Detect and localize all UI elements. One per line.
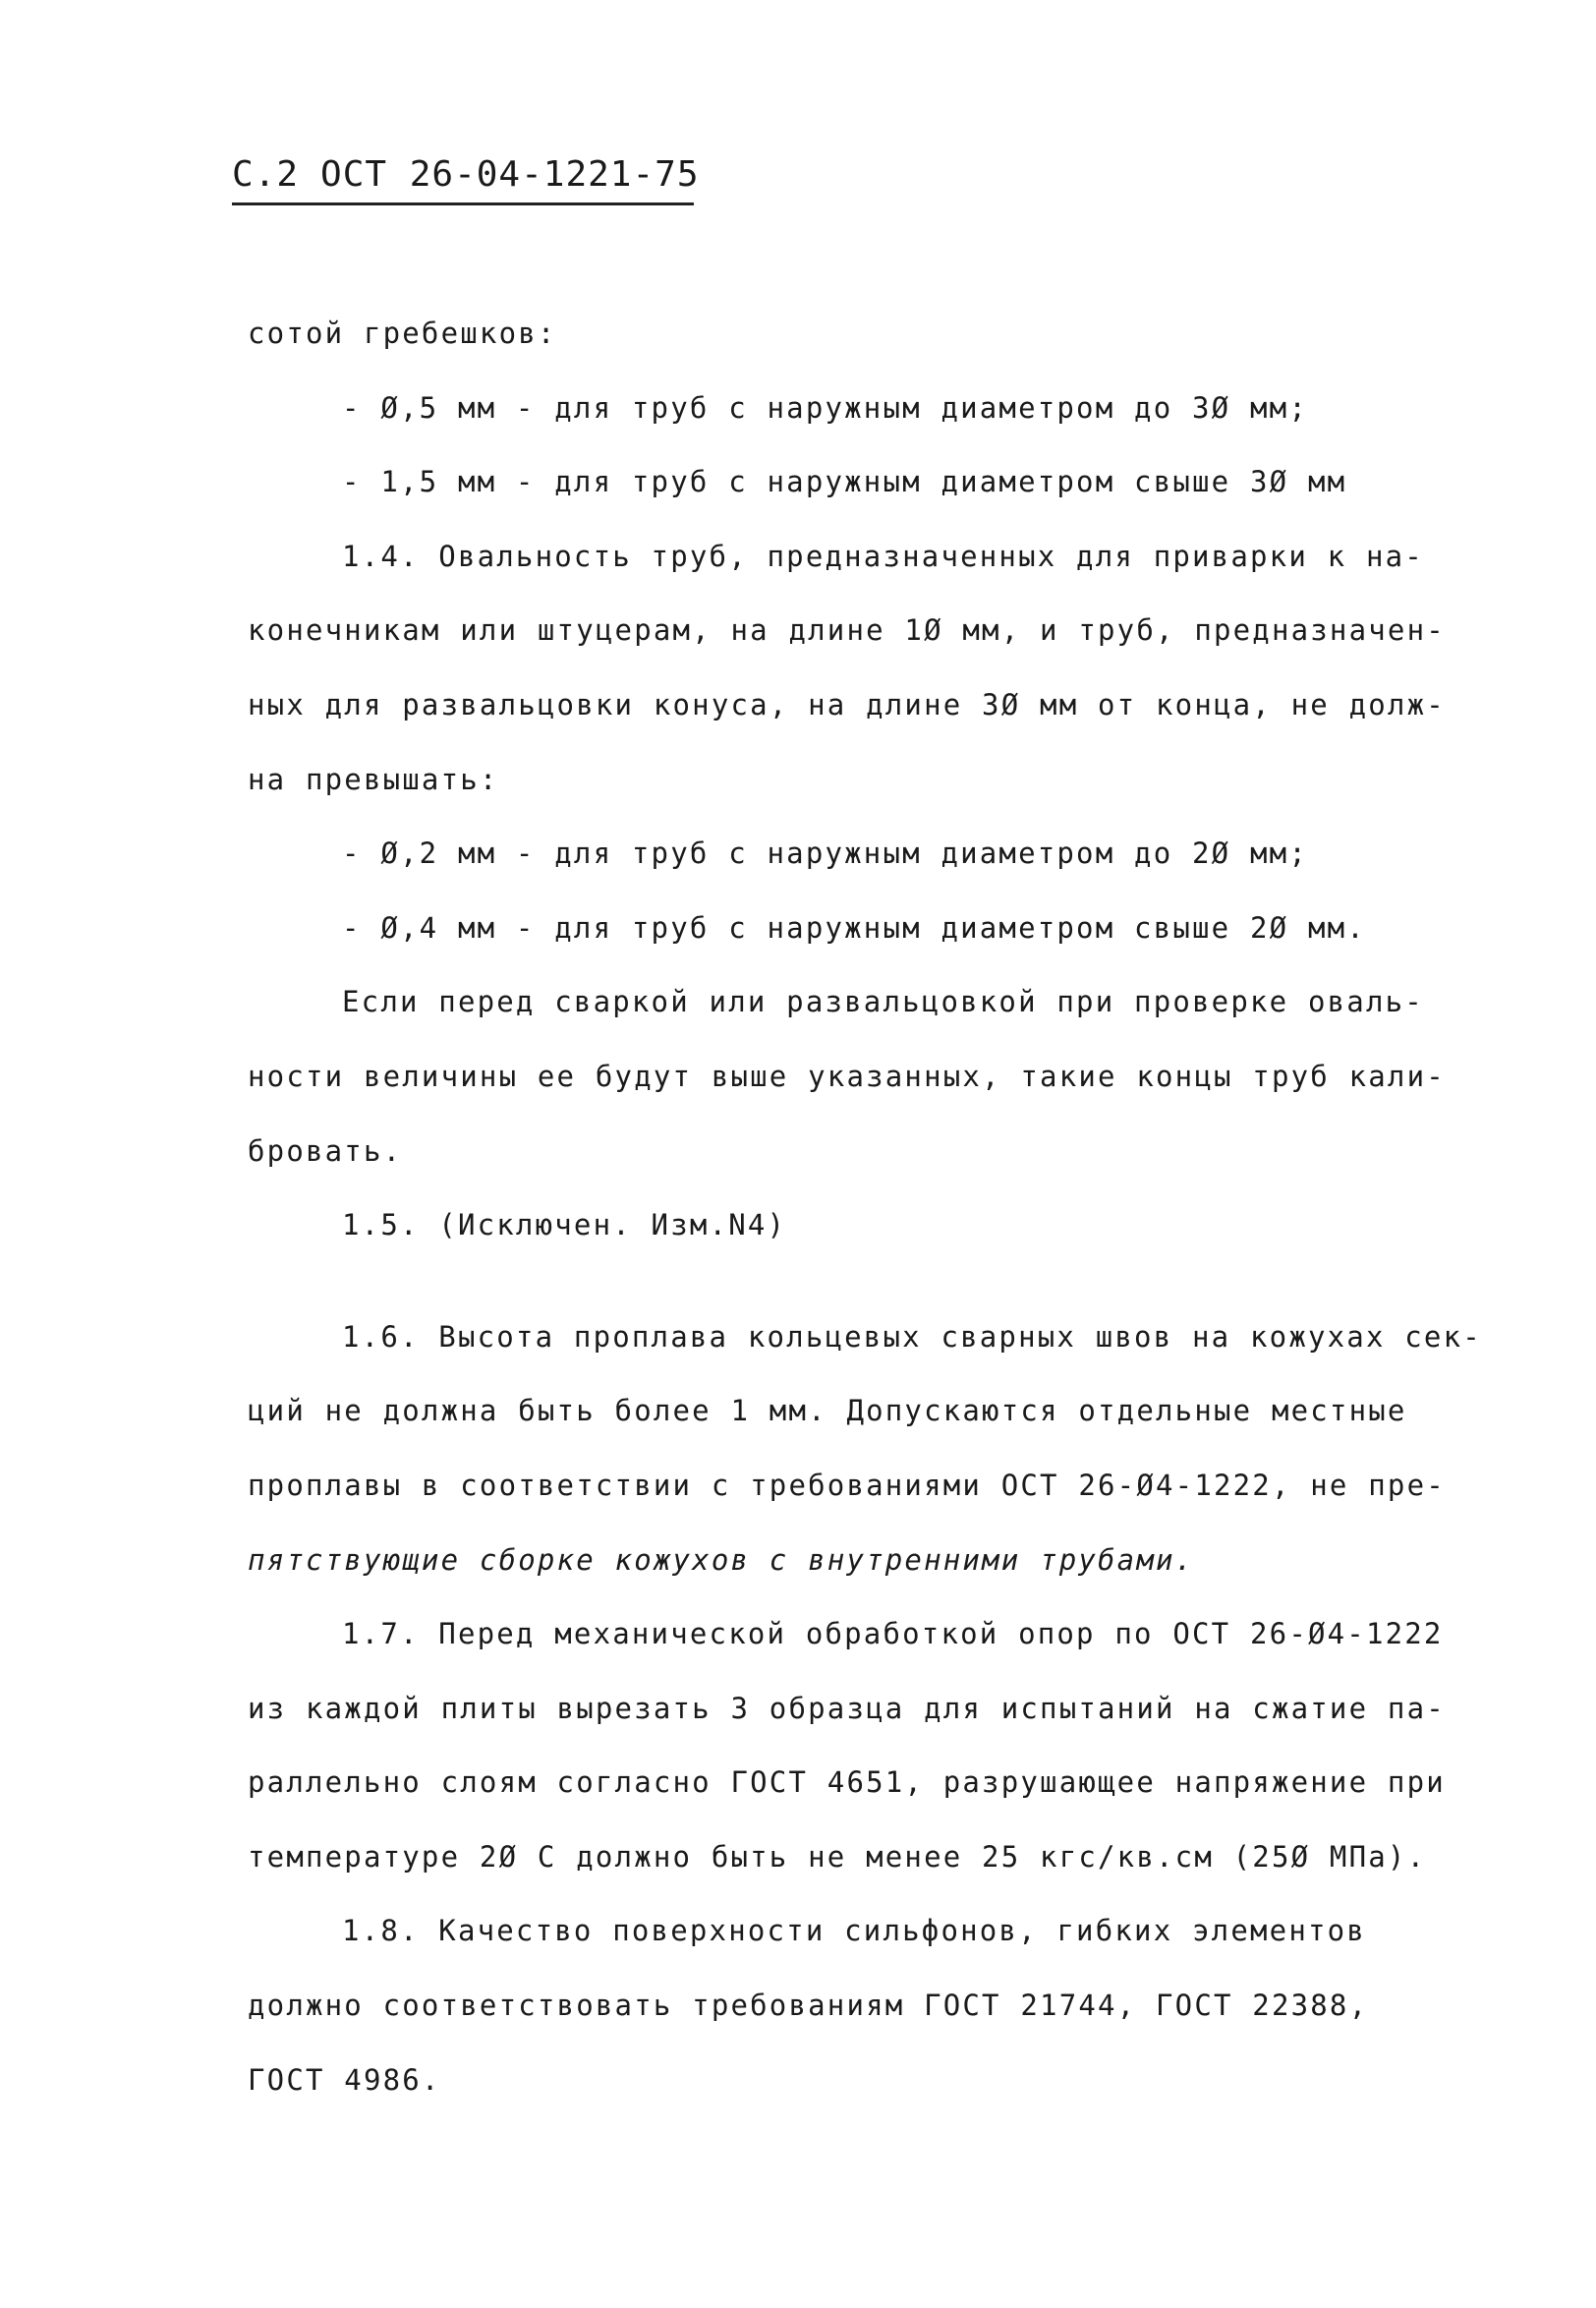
- document-code: ОСТ 26-04-1221-75: [320, 154, 700, 195]
- list-item: - Ø,2 мм - для труб с наружным диаметром до 2Ø мм;: [342, 837, 1308, 871]
- text-line: конечникам или штуцерам, на длине 1Ø мм, и труб, предназначен-: [248, 613, 1446, 648]
- text-line: сотой гребешков:: [248, 317, 557, 350]
- text-line: ций не должна быть более 1 мм. Допускаются отдельные местные: [248, 1394, 1407, 1428]
- text-line: бровать.: [248, 1133, 403, 1168]
- text-line: ности величины ее будут выше указанных, такие концы труб кали-: [248, 1059, 1446, 1093]
- page-number: С.2: [232, 154, 300, 195]
- clause-1-5: 1.5. (Исключен. Изм.N4): [342, 1208, 787, 1242]
- page-header: [232, 147, 700, 205]
- text-line: должно соответствовать требованиям ГОСТ 21744, ГОСТ 22388,: [248, 1989, 1369, 2023]
- clause-1-7-start: 1.7. Перед механической обработкой опор по ОСТ 26-Ø4-1222: [342, 1617, 1444, 1651]
- text-line: на превышать:: [248, 762, 499, 796]
- paragraph-gap: [248, 1263, 1476, 1300]
- text-line: пятствующие сборке кожухов с внутренними трубами.: [248, 1542, 1195, 1577]
- list-item: - 1,5 мм - для труб с наружным диаметром свыше 3Ø мм: [342, 465, 1347, 499]
- text-line: проплавы в соответствии с требованиями ОСТ 26-Ø4-1222, не пре-: [248, 1468, 1446, 1502]
- paragraph-start: Если перед сваркой или развальцовкой при проверке оваль-: [342, 985, 1424, 1019]
- clause-1-4-start: 1.4. Овальность труб, предназначенных для приварки к на-: [342, 539, 1424, 573]
- document-body: [248, 297, 1482, 2117]
- text-line: ных для развальцовки конуса, на длине 3Ø мм от конца, не долж-: [248, 687, 1446, 721]
- list-item: - Ø,5 мм - для труб с наружным диаметром до 3Ø мм;: [342, 390, 1308, 425]
- list-item: - Ø,4 мм - для труб с наружным диаметром свыше 2Ø мм.: [342, 910, 1366, 945]
- text-line: из каждой плиты вырезать 3 образца для испытаний на сжатие па-: [248, 1691, 1446, 1725]
- clause-1-6-start: 1.6. Высота проплава кольцевых сварных швов на кожухах сек-: [342, 1319, 1482, 1354]
- text-line: раллельно слоям согласно ГОСТ 4651, разрушающее напряжение при: [248, 1765, 1446, 1800]
- text-line: ГОСТ 4986.: [248, 2062, 441, 2097]
- clause-1-8-start: 1.8. Качество поверхности сильфонов, гибких элементов: [342, 1914, 1366, 1948]
- text-line: температуре 2Ø С должно быть не менее 25 кгс/кв.см (25Ø МПа).: [248, 1839, 1427, 1874]
